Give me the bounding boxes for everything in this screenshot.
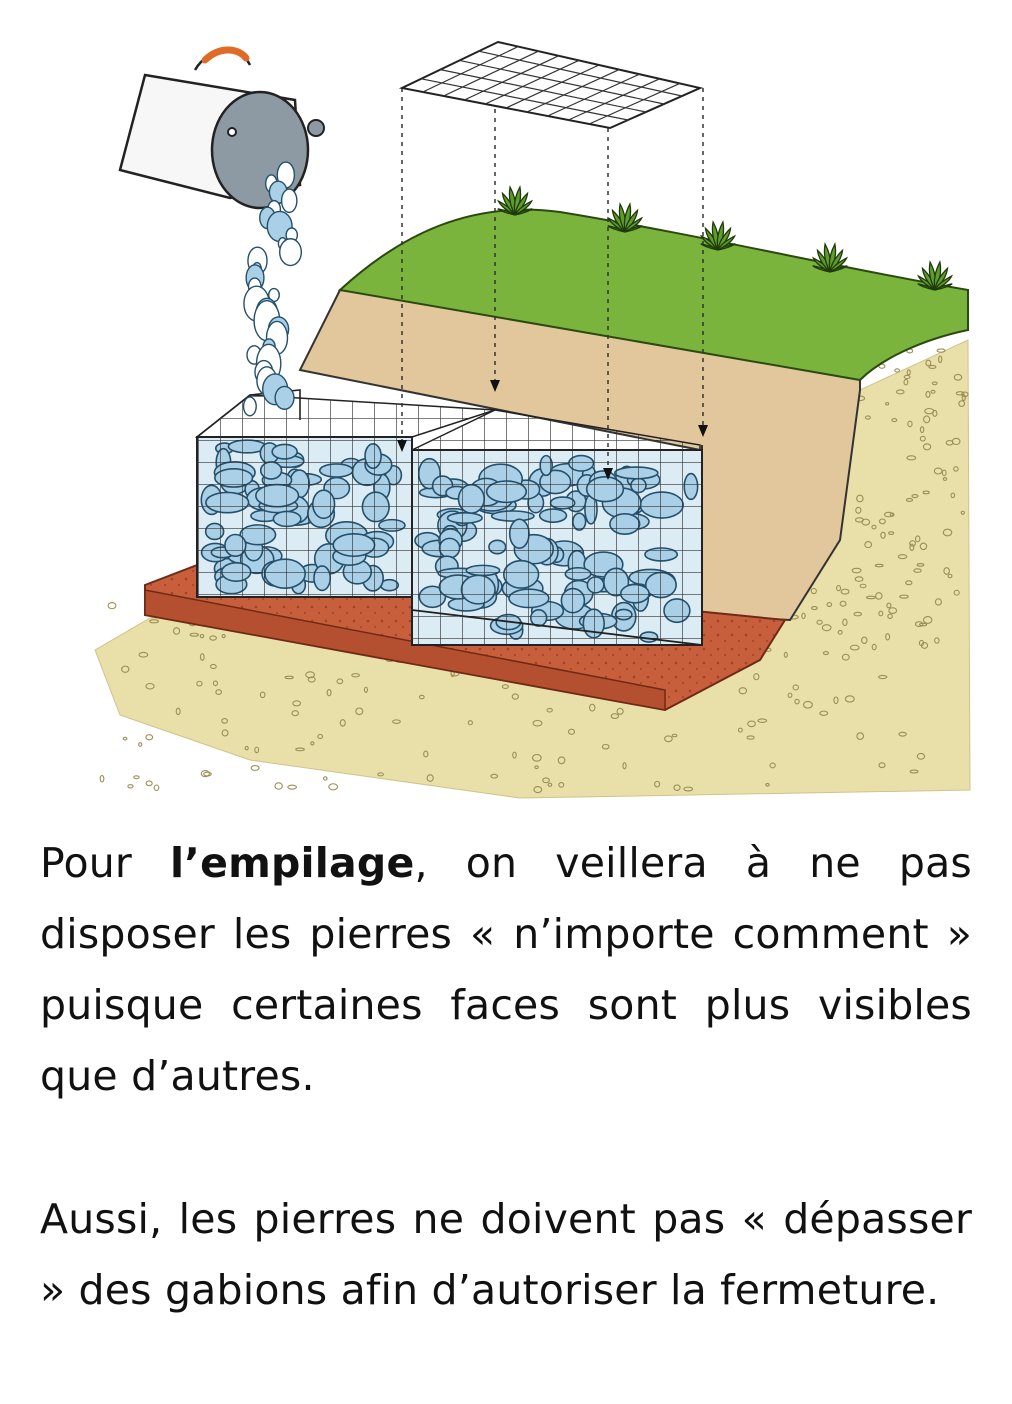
bold-term: l’empilage [170,839,415,887]
plant-icon [608,204,642,232]
paragraph-fermeture [40,1184,972,1326]
paragraph-text: , on veillera à ne pas disposer les pierres « n’importe comment » puisque certaines faces sont plus visibles que d’autres. [40,839,972,1100]
stone [275,386,294,409]
plant-icon [813,244,847,272]
stone [244,397,257,416]
plant-icon [918,262,952,290]
paragraph-text: Pour [40,839,171,887]
plant-icon [701,222,735,250]
plant-icon [498,187,532,215]
paragraph-empilage [40,828,972,1112]
stone [282,189,297,212]
paragraph-text: Aussi, les pierres ne doivent pas « dépasser » des gabions afin d’autoriser la fermeture. [40,1195,972,1314]
wire-mesh-lid-icon [402,42,700,128]
article-text [40,828,972,1326]
stone [280,239,302,266]
bucket-icon [120,50,324,208]
gabion-basket-icon [412,410,702,645]
